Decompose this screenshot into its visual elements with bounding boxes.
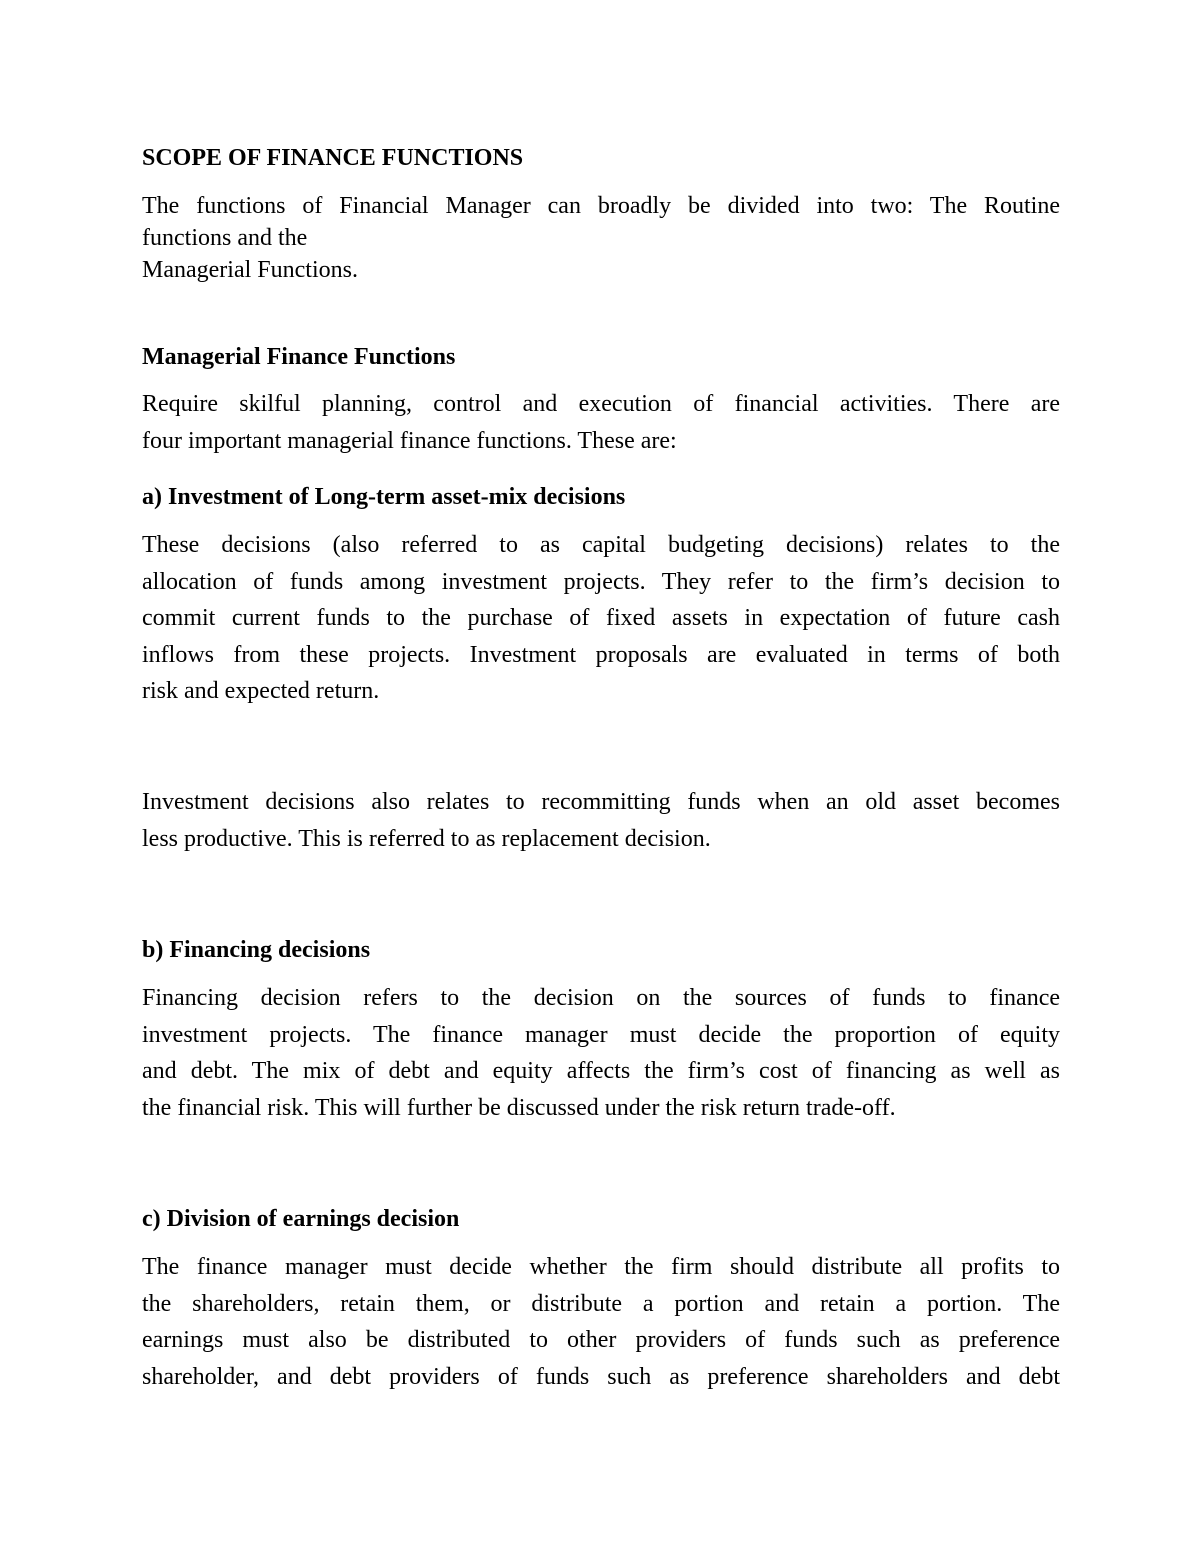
intro-line-2: functions and the xyxy=(142,225,308,251)
section-b-line: the financial risk. This will further be discussed under the risk return trade-off. xyxy=(142,1094,896,1121)
intro-line-3: Managerial Functions. xyxy=(142,257,358,283)
section-b-line: investment projects. The finance manager must decide the proportion of equity xyxy=(142,1021,1060,1048)
section-b-line: Financing decision refers to the decision on the sources of funds to finance xyxy=(142,985,1060,1011)
section-a-heading: a) Investment of Long-term asset-mix decisions xyxy=(142,484,626,510)
intro-line-1: The functions of Financial Manager can broadly be divided into two: The Routine xyxy=(142,193,1060,219)
managerial-line-2: four important managerial finance functions. These are: xyxy=(142,427,677,454)
section-a-p1-line: allocation of funds among investment projects. They refer to the firm’s decision to xyxy=(142,568,1060,595)
section-c-line: The finance manager must decide whether the firm should distribute all profits to xyxy=(142,1254,1060,1280)
managerial-line-1: Require skilful planning, control and execution of financial activities. There are xyxy=(142,391,1060,417)
section-c-paragraph xyxy=(142,1249,1060,1395)
section-b-line: and debt. The mix of debt and equity affects the firm’s cost of financing as well as xyxy=(142,1058,1060,1084)
section-a-p2-line: Investment decisions also relates to recommitting funds when an old asset becomes xyxy=(142,789,1060,815)
document-title: SCOPE OF FINANCE FUNCTIONS xyxy=(142,145,524,171)
section-c-line: shareholder, and debt providers of funds such as preference shareholders and debt xyxy=(142,1363,1060,1390)
section-a-p1-line: commit current funds to the purchase of fixed assets in expectation of future cash xyxy=(142,605,1060,631)
section-c-line: the shareholders, retain them, or distribute a portion and retain a portion. The xyxy=(142,1290,1060,1317)
section-a-p1-line: These decisions (also referred to as capital budgeting decisions) relates to the xyxy=(142,532,1060,558)
section-a-paragraph-1 xyxy=(142,527,1060,710)
section-c-line: earnings must also be distributed to other providers of funds such as preference xyxy=(142,1327,1060,1353)
section-c-heading: c) Division of earnings decision xyxy=(142,1206,460,1232)
section-a-paragraph-2 xyxy=(142,784,1060,857)
section-b-paragraph xyxy=(142,980,1060,1126)
section-b-heading: b) Financing decisions xyxy=(142,937,371,963)
section-a-p2-line: less productive. This is referred to as replacement decision. xyxy=(142,825,711,852)
section-a-p1-line: inflows from these projects. Investment proposals are evaluated in terms of both xyxy=(142,641,1060,668)
managerial-heading: Managerial Finance Functions xyxy=(142,344,456,370)
section-a-p1-line: risk and expected return. xyxy=(142,678,380,704)
managerial-paragraph xyxy=(142,386,1060,459)
